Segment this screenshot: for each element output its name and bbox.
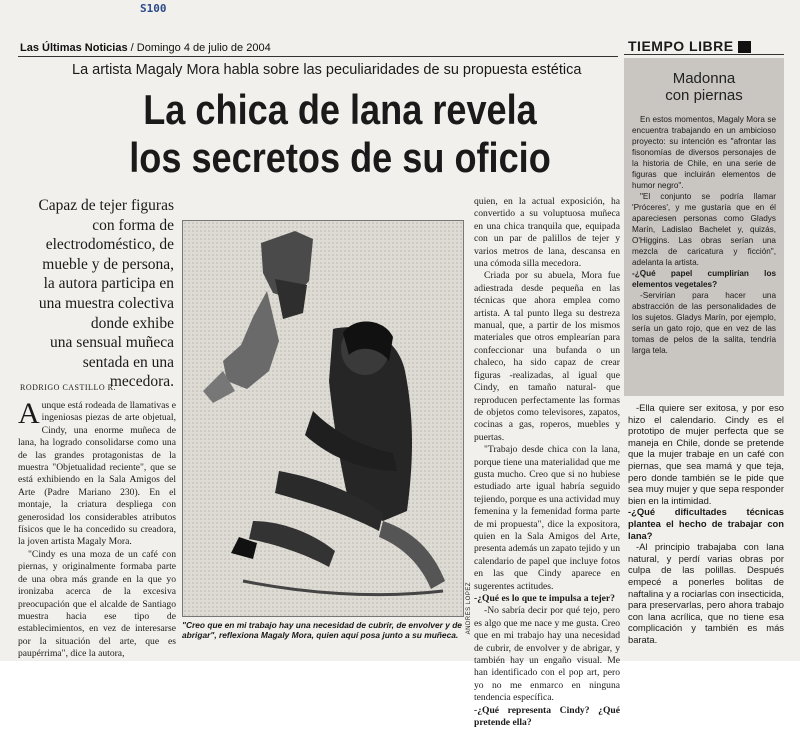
deck-line: mueble y de persona, [42,255,174,273]
photo-caption: "Creo que en mi trabajo hay una necesidad de cubrir, de envolver y de abrigar", reflexiona Magaly Mora, quien aquí posa junto a su muñeca. [182,620,462,641]
paragraph-text: unque está rodeada de llamativas e ingeniosas piezas de arte objetual, Cindy, una enorme muñeca de lana, ha logrado consolidarse como una de las grandes protagonistas de la muestra "Objetualidad reciente", que se está exhibiendo en la Sala Amigos del Arte (Padre Mariano 230). En el montaje, la criatura despliega con generosidad los considerables atributos físicos que le ha concedido su creadora, la joven artista Magaly Mora. [18,400,176,548]
paragraph: quien, en la actual exposición, ha convertido a su voluptuosa muñeca en una chica tranquila que, equipada con un par de palillos de tejer y varios metros de lana, descansa en una cómoda silla mecedora. [474,196,620,270]
sidebar-title-line: Madonna [672,70,736,87]
deck-line: una muestra colectiva [38,294,174,312]
article-column-3 [628,402,784,654]
section-logo-icon [738,41,751,53]
drop-cap: A [18,397,40,430]
paragraph: -No sabría decir por qué tejo, pero es algo que me nace y me gusta. Creo que en mi trabajo hay una necesidad de cubrir, de envolver y de abrigar, y también hay un engaño visual. Me han identificado con el pop art, pero yo no me enmarco en ninguna tendencia específica. [474,605,620,704]
deck-line: Capaz de tejer figuras [38,197,174,214]
paragraph: Criada por su abuela, Mora fue adiestrada desde pequeña en las técnicas que ahora emplea como artista. A tal punto llega su destreza manual, que, a partir de los mismos materiales que otros emplearían para confeccionar una bufanda o un chaleco, ha sido capaz de crear figuras -realizadas, al igual que Cindy, en tamaño natural- que reproducen perfectamente las formas de objetos como televisores, zapatos, cocinas a gas, roperos, muebles y puertas. [474,270,620,443]
masthead-rule [18,56,618,57]
paragraph [18,397,176,549]
kicker: La artista Magaly Mora habla sobre las peculiaridades de su propuesta estética [72,62,582,78]
byline: RODRIGO CASTILLO R. [20,383,116,392]
sidebar-body [632,114,776,356]
deck-line: electrodoméstico, de [45,236,174,254]
paragraph: -Ella quiere ser exitosa, y por eso hizo el calendario. Cindy es el prototipo de mujer perfecta que se maneja en Chile, donde se pretende que la mujer trabaje en un café con piernas, que sea mamá y que teja, pero donde también se le pide que sea muy mujer y que sepa responder bien en la intimidad. [628,402,784,506]
headline [99,86,581,182]
paragraph: "Trabajo desde chica con la lana, porque tiene una materialidad que me gusta mucho. Creo que si no hubiese estudiado arte igual habría seguido tejiendo, porque es una actividad muy femenina y la femenidad forma parte de mi propuesta", dice la expositora, quien en la Sala Amigos del Arte, presenta además un zapato tejido y un calendario de papel que incluye fotos en las que Cindy aparece en sugerentes actitudes. [474,444,620,592]
sidebar-title-line: con piernas [665,87,743,104]
handwritten-note: S100 [140,2,167,15]
publication-date: Domingo 4 de julio de 2004 [136,42,271,54]
deck-line: donde exhibe [90,314,174,332]
newspaper-name: Las Últimas Noticias [20,42,128,54]
deck-line: una sensual muñeca [50,334,174,352]
section-rule [624,54,784,55]
deck-line: la autora participa en [43,275,174,293]
paragraph: -Al principio trabajaba con lana natural, y perdí varias obras por culpa de las polillas. Después empecé a ponerles bolitas de naftalina y a rociarlas con insecticida, para preservarlas, pero ahora trabajo con lana acrílica, que no tiene esa complicación y también es más barata. [628,541,784,645]
interview-question: -¿Qué es lo que te impulsa a tejer? [474,593,615,604]
sidebar-box [624,58,784,396]
article-photo [182,220,464,617]
paragraph: "Cindy es una moza de un café con piernas, y originalmente formaba parte de una obra más grande en la que yo ironizaba acerca de la excesiva preocupación que el alcalde de Santiago muestra hacia ese tipo de establecimientos, en vez de interesarse por la situación del arte, que es paupérrima", dice la autora, [18,548,176,660]
masthead: Las Últimas Noticias / Domingo 4 de julio de 2004 [20,42,271,54]
deck-line: mecedora. [109,373,174,391]
paragraph: "El conjunto se podría llamar 'Próceres', y me gustaría que en él apareciesen personas como Gladys Marín, Ladislao Bachelet y, quizás, O'Higgins. Las obras serían una mezcla de caricatura y ficción", adelanta la artista. [632,192,776,267]
headline-line-2: los secretos de su oficio [129,134,551,181]
interview-question: -¿Qué dificultades técnicas plantea el hecho de trabajar con lana? [628,506,784,541]
section-header [628,38,751,54]
article-column-1 [18,397,176,660]
deck-line: sentada en una [82,353,174,371]
photo-illustration [183,221,463,616]
deck [14,196,174,392]
section-title: TIEMPO LIBRE [628,38,734,54]
deck-line: con forma de [92,216,174,234]
interview-question: -¿Qué papel cumplirían los elementos vegetales? [632,269,776,289]
paragraph: En estos momentos, Magaly Mora se encuentra trabajando en un ambicioso proyecto: su intención es "afrontar las fisonomías de diversos personajes de la historia de Chile, en una serie de figuras que incluirán elementos de humor negro". [632,115,776,190]
paragraph: -Servirían para hacer una abstracción de las personalidades de los sujetos. Gladys Marín, por ejemplo, sería un gato rojo, que en vez de las tomas de pelos de la salita, tendría larga tela. [632,291,776,355]
sidebar-title [624,70,784,104]
headline-line-1: La chica de lana revela [143,86,537,133]
article-column-2 [474,196,620,729]
interview-question: -¿Qué representa Cindy? ¿Qué pretende ella? [474,704,620,729]
photo-credit: ANDRÉS LÓPEZ [466,582,472,635]
